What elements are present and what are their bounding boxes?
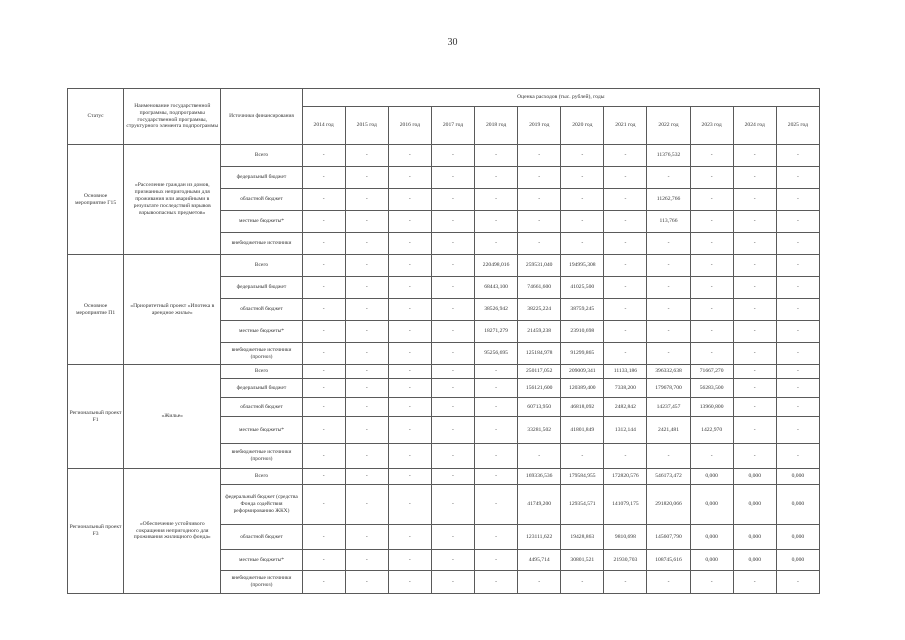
header-year: 2018 год	[475, 107, 518, 145]
value-cell: -	[604, 167, 647, 189]
value-cell: -	[475, 444, 518, 469]
value-cell: 0,000	[776, 525, 819, 550]
value-cell: -	[388, 571, 431, 594]
value-cell: -	[431, 233, 474, 255]
header-year: 2025 год	[776, 107, 819, 145]
table-row	[68, 255, 820, 277]
value-cell: 0,000	[690, 550, 733, 571]
value-cell: 0,000	[776, 485, 819, 525]
value-cell: -	[302, 550, 345, 571]
value-cell: -	[388, 343, 431, 365]
value-cell: -	[388, 525, 431, 550]
header-year: 2024 год	[733, 107, 776, 145]
value-cell: -	[776, 379, 819, 398]
header-year: 2023 год	[690, 107, 733, 145]
value-cell: -	[690, 277, 733, 299]
value-cell: -	[604, 444, 647, 469]
value-cell: -	[518, 571, 561, 594]
value-cell: -	[647, 167, 690, 189]
value-cell: 1422,970	[690, 417, 733, 444]
value-cell: -	[776, 365, 819, 379]
value-cell: -	[431, 167, 474, 189]
source-cell: Всего	[221, 365, 302, 379]
value-cell: -	[690, 343, 733, 365]
value-cell: 71667,270	[690, 365, 733, 379]
value-cell: 209009,341	[561, 365, 604, 379]
source-cell: областной бюджет	[221, 189, 302, 211]
value-cell: -	[776, 343, 819, 365]
name-cell: «Обеспечение устойчивого сокращения непригодного для проживания жилищного фонда»	[124, 469, 221, 594]
value-cell: -	[431, 525, 474, 550]
value-cell: -	[475, 571, 518, 594]
value-cell: -	[388, 189, 431, 211]
value-cell: 396332,638	[647, 365, 690, 379]
value-cell: -	[345, 485, 388, 525]
value-cell: -	[733, 255, 776, 277]
table-row	[68, 145, 820, 167]
value-cell: -	[475, 211, 518, 233]
value-cell: 141079,175	[604, 485, 647, 525]
value-cell: -	[345, 417, 388, 444]
value-cell: -	[647, 255, 690, 277]
value-cell: -	[604, 299, 647, 321]
source-cell: областной бюджет	[221, 398, 302, 417]
value-cell: -	[345, 321, 388, 343]
value-cell: -	[733, 299, 776, 321]
value-cell: -	[388, 167, 431, 189]
value-cell: -	[388, 379, 431, 398]
value-cell: -	[345, 167, 388, 189]
value-cell: 14237,457	[647, 398, 690, 417]
value-cell: -	[647, 233, 690, 255]
header-year: 2014 год	[302, 107, 345, 145]
value-cell: -	[475, 525, 518, 550]
page-number: 30	[447, 37, 458, 48]
value-cell: -	[561, 211, 604, 233]
value-cell: -	[431, 417, 474, 444]
value-cell: 172820,576	[604, 469, 647, 485]
value-cell: 11376,532	[647, 145, 690, 167]
name-cell: «Приоритетный проект «Ипотека в арендное жилье»	[124, 255, 221, 365]
source-cell: федеральный бюджет	[221, 379, 302, 398]
source-cell: областной бюджет	[221, 299, 302, 321]
value-cell: -	[604, 233, 647, 255]
value-cell: -	[345, 550, 388, 571]
value-cell: 23910,698	[561, 321, 604, 343]
source-cell: местные бюджеты*	[221, 417, 302, 444]
value-cell: -	[518, 145, 561, 167]
value-cell: -	[733, 571, 776, 594]
value-cell: 179584,955	[561, 469, 604, 485]
value-cell: -	[302, 167, 345, 189]
value-cell: -	[345, 469, 388, 485]
value-cell: -	[475, 550, 518, 571]
header-status: Статус	[68, 89, 124, 145]
value-cell: -	[302, 321, 345, 343]
value-cell: -	[302, 417, 345, 444]
value-cell: 546173,472	[647, 469, 690, 485]
value-cell: -	[302, 444, 345, 469]
value-cell: 0,000	[690, 525, 733, 550]
value-cell: -	[388, 417, 431, 444]
value-cell: -	[604, 321, 647, 343]
value-cell: 259531,040	[518, 255, 561, 277]
value-cell: -	[345, 255, 388, 277]
value-cell: 179678,700	[647, 379, 690, 398]
value-cell: -	[302, 189, 345, 211]
value-cell: -	[561, 444, 604, 469]
value-cell: -	[431, 299, 474, 321]
value-cell: -	[690, 299, 733, 321]
value-cell: -	[302, 211, 345, 233]
value-cell: -	[302, 299, 345, 321]
value-cell: 41749,200	[518, 485, 561, 525]
value-cell: -	[345, 398, 388, 417]
value-cell: -	[388, 277, 431, 299]
value-cell: -	[561, 233, 604, 255]
value-cell: -	[302, 277, 345, 299]
value-cell: -	[733, 211, 776, 233]
value-cell: -	[431, 343, 474, 365]
value-cell: -	[518, 189, 561, 211]
value-cell: -	[345, 444, 388, 469]
value-cell: -	[431, 189, 474, 211]
value-cell: -	[647, 277, 690, 299]
value-cell: -	[475, 365, 518, 379]
value-cell: -	[345, 189, 388, 211]
value-cell: -	[475, 145, 518, 167]
status-cell: Основное мероприятие П1	[68, 255, 124, 365]
header-year: 2020 год	[561, 107, 604, 145]
value-cell: -	[690, 233, 733, 255]
value-cell: 113,766	[647, 211, 690, 233]
value-cell: -	[776, 255, 819, 277]
value-cell: 13960,800	[690, 398, 733, 417]
name-cell: «Жилье»	[124, 365, 221, 469]
value-cell: 11262,766	[647, 189, 690, 211]
value-cell: -	[647, 343, 690, 365]
value-cell: -	[733, 233, 776, 255]
value-cell: -	[431, 398, 474, 417]
value-cell: -	[733, 145, 776, 167]
value-cell: 0,000	[776, 550, 819, 571]
value-cell: -	[388, 550, 431, 571]
value-cell: -	[388, 321, 431, 343]
value-cell: -	[431, 571, 474, 594]
value-cell: -	[776, 321, 819, 343]
value-cell: 41801,849	[561, 417, 604, 444]
source-cell: Всего	[221, 145, 302, 167]
value-cell: -	[776, 145, 819, 167]
value-cell: -	[776, 417, 819, 444]
source-cell: федеральный бюджет (средства Фонда содействия реформированию ЖКХ)	[221, 485, 302, 525]
value-cell: -	[518, 233, 561, 255]
value-cell: -	[388, 398, 431, 417]
value-cell: -	[431, 365, 474, 379]
value-cell: -	[690, 321, 733, 343]
source-cell: внебюджетные источники (прогноз)	[221, 343, 302, 365]
value-cell: -	[604, 571, 647, 594]
status-cell: Региональный проект F1	[68, 365, 124, 469]
value-cell: -	[345, 299, 388, 321]
value-cell: -	[345, 379, 388, 398]
value-cell: -	[518, 444, 561, 469]
source-cell: внебюджетные источники (прогноз)	[221, 571, 302, 594]
value-cell: 169336,536	[518, 469, 561, 485]
value-cell: -	[345, 277, 388, 299]
value-cell: 125184,978	[518, 343, 561, 365]
value-cell: -	[475, 189, 518, 211]
value-cell: -	[475, 398, 518, 417]
value-cell: -	[518, 167, 561, 189]
value-cell: 0,000	[733, 469, 776, 485]
value-cell: -	[475, 485, 518, 525]
value-cell: -	[690, 189, 733, 211]
source-cell: федеральный бюджет	[221, 277, 302, 299]
value-cell: -	[388, 469, 431, 485]
value-cell: -	[302, 233, 345, 255]
value-cell: -	[302, 255, 345, 277]
value-cell: -	[388, 444, 431, 469]
budget-table-wrapper	[67, 88, 820, 594]
source-cell: Всего	[221, 255, 302, 277]
value-cell: 19428,863	[561, 525, 604, 550]
table-row	[68, 469, 820, 485]
value-cell: 11133,186	[604, 365, 647, 379]
value-cell: -	[647, 444, 690, 469]
value-cell: -	[776, 189, 819, 211]
value-cell: -	[388, 145, 431, 167]
value-cell: 9810,698	[604, 525, 647, 550]
value-cell: -	[302, 398, 345, 417]
value-cell: -	[475, 379, 518, 398]
header-year: 2022 год	[647, 107, 690, 145]
value-cell: -	[475, 417, 518, 444]
value-cell: 129354,571	[561, 485, 604, 525]
value-cell: -	[733, 379, 776, 398]
value-cell: -	[604, 211, 647, 233]
value-cell: -	[431, 485, 474, 525]
value-cell: -	[776, 277, 819, 299]
value-cell: -	[776, 211, 819, 233]
value-cell: -	[733, 277, 776, 299]
value-cell: -	[388, 233, 431, 255]
value-cell: -	[345, 571, 388, 594]
value-cell: 60713,950	[518, 398, 561, 417]
value-cell: -	[690, 145, 733, 167]
value-cell: 38225,224	[518, 299, 561, 321]
value-cell: -	[733, 321, 776, 343]
value-cell: -	[388, 299, 431, 321]
header-year: 2017 год	[431, 107, 474, 145]
status-cell: Региональный проект F3	[68, 469, 124, 594]
value-cell: -	[431, 550, 474, 571]
value-cell: 56283,500	[690, 379, 733, 398]
value-cell: -	[776, 398, 819, 417]
value-cell: 156121,600	[518, 379, 561, 398]
value-cell: -	[345, 365, 388, 379]
source-cell: местные бюджеты*	[221, 321, 302, 343]
value-cell: 46818,092	[561, 398, 604, 417]
header-year: 2016 год	[388, 107, 431, 145]
value-cell: -	[302, 343, 345, 365]
value-cell: 33281,502	[518, 417, 561, 444]
value-cell: 21930,703	[604, 550, 647, 571]
value-cell: 30801,521	[561, 550, 604, 571]
header-year: 2019 год	[518, 107, 561, 145]
value-cell: -	[604, 255, 647, 277]
value-cell: -	[302, 469, 345, 485]
value-cell: 38526,942	[475, 299, 518, 321]
value-cell: -	[431, 145, 474, 167]
value-cell: -	[776, 571, 819, 594]
value-cell: -	[388, 365, 431, 379]
header-estimate: Оценка расходов (тыс. рублей), годы	[302, 89, 819, 107]
value-cell: -	[776, 299, 819, 321]
value-cell: -	[518, 211, 561, 233]
value-cell: -	[776, 233, 819, 255]
value-cell: -	[345, 233, 388, 255]
value-cell: -	[733, 343, 776, 365]
value-cell: 123111,622	[518, 525, 561, 550]
value-cell: -	[733, 444, 776, 469]
value-cell: -	[302, 365, 345, 379]
value-cell: 108745,616	[647, 550, 690, 571]
value-cell: -	[302, 485, 345, 525]
value-cell: 0,000	[733, 485, 776, 525]
value-cell: -	[690, 255, 733, 277]
value-cell: -	[388, 211, 431, 233]
value-cell: -	[388, 485, 431, 525]
value-cell: 291820,066	[647, 485, 690, 525]
value-cell: -	[475, 167, 518, 189]
value-cell: -	[302, 379, 345, 398]
value-cell: -	[604, 145, 647, 167]
value-cell: -	[733, 417, 776, 444]
value-cell: -	[431, 379, 474, 398]
value-cell: 120389,400	[561, 379, 604, 398]
value-cell: 0,000	[733, 550, 776, 571]
name-cell: «Расселение граждан из домов, признанных непригодными для проживания или аварийными в результате последствий взрывов взрывоопасных предметов»	[124, 145, 221, 255]
value-cell: -	[776, 167, 819, 189]
value-cell: -	[302, 145, 345, 167]
source-cell: местные бюджеты*	[221, 550, 302, 571]
value-cell: -	[431, 444, 474, 469]
value-cell: -	[561, 145, 604, 167]
value-cell: 0,000	[690, 485, 733, 525]
value-cell: 91299,865	[561, 343, 604, 365]
source-cell: внебюджетные источники	[221, 233, 302, 255]
header-year: 2021 год	[604, 107, 647, 145]
value-cell: 220498,016	[475, 255, 518, 277]
status-cell: Основное мероприятие Г15	[68, 145, 124, 255]
value-cell: -	[345, 211, 388, 233]
value-cell: -	[733, 365, 776, 379]
value-cell: -	[733, 189, 776, 211]
value-cell: 95256,695	[475, 343, 518, 365]
value-cell: -	[690, 444, 733, 469]
value-cell: -	[604, 343, 647, 365]
value-cell: -	[475, 469, 518, 485]
value-cell: 68443,100	[475, 277, 518, 299]
value-cell: 0,000	[733, 525, 776, 550]
value-cell: -	[302, 525, 345, 550]
source-cell: федеральный бюджет	[221, 167, 302, 189]
value-cell: 21459,238	[518, 321, 561, 343]
value-cell: -	[690, 167, 733, 189]
value-cell: 2421,481	[647, 417, 690, 444]
value-cell: -	[561, 189, 604, 211]
value-cell: 38759,245	[561, 299, 604, 321]
value-cell: -	[561, 571, 604, 594]
value-cell: 74661,600	[518, 277, 561, 299]
value-cell: -	[431, 211, 474, 233]
value-cell: 1312,144	[604, 417, 647, 444]
table-body	[68, 145, 820, 594]
value-cell: 145607,790	[647, 525, 690, 550]
value-cell: 41025,500	[561, 277, 604, 299]
value-cell: -	[388, 255, 431, 277]
value-cell: -	[604, 189, 647, 211]
value-cell: -	[302, 571, 345, 594]
value-cell: -	[647, 299, 690, 321]
value-cell: -	[690, 571, 733, 594]
source-cell: областной бюджет	[221, 525, 302, 550]
value-cell: -	[647, 571, 690, 594]
value-cell: 250117,052	[518, 365, 561, 379]
value-cell: -	[647, 321, 690, 343]
value-cell: -	[690, 211, 733, 233]
value-cell: 194995,308	[561, 255, 604, 277]
source-cell: Всего	[221, 469, 302, 485]
value-cell: -	[561, 167, 604, 189]
budget-table	[67, 88, 820, 594]
table-row	[68, 365, 820, 379]
value-cell: 4495,714	[518, 550, 561, 571]
value-cell: 18271,279	[475, 321, 518, 343]
value-cell: -	[345, 525, 388, 550]
value-cell: 2482,842	[604, 398, 647, 417]
value-cell: 0,000	[776, 469, 819, 485]
value-cell: -	[604, 277, 647, 299]
source-cell: местные бюджеты*	[221, 211, 302, 233]
value-cell: -	[431, 321, 474, 343]
value-cell: -	[776, 444, 819, 469]
value-cell: -	[431, 469, 474, 485]
source-cell: внебюджетные источники (прогноз)	[221, 444, 302, 469]
header-year: 2015 год	[345, 107, 388, 145]
value-cell: -	[431, 277, 474, 299]
value-cell: 7338,200	[604, 379, 647, 398]
header-sources: Источники финансирования	[221, 89, 302, 145]
value-cell: 0,000	[690, 469, 733, 485]
value-cell: -	[345, 343, 388, 365]
header-name: Наименование государственной программы, подпрограммы государственной программы, структурного элемента подпрограммы	[124, 89, 221, 145]
value-cell: -	[431, 255, 474, 277]
value-cell: -	[475, 233, 518, 255]
value-cell: -	[345, 145, 388, 167]
value-cell: -	[733, 398, 776, 417]
value-cell: -	[733, 167, 776, 189]
